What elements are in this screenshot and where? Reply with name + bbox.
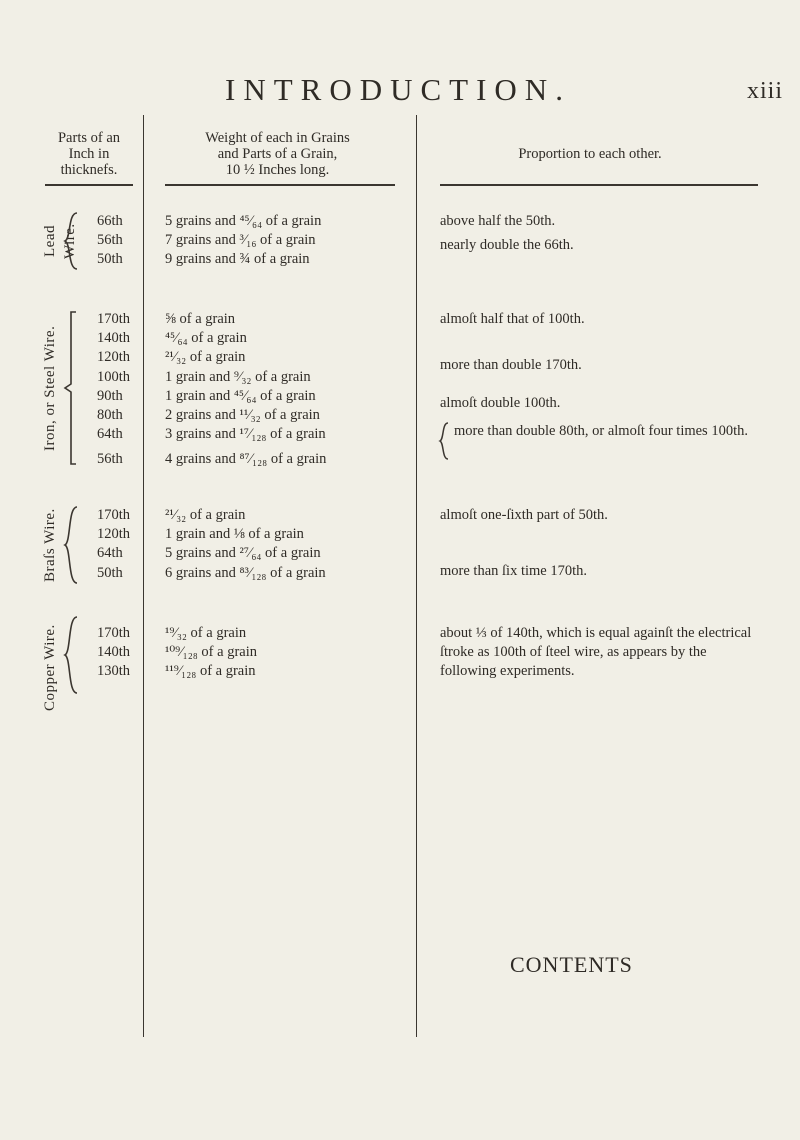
weight-item: 5 grains and ²⁷⁄₆₄ of a grain: [165, 545, 321, 562]
weight-list-iron-steel: [165, 310, 326, 470]
proportion-list-copper: [440, 624, 760, 714]
proportion-list-iron-steel: [440, 310, 760, 470]
header-rule-1: [45, 184, 133, 186]
proportion-note: more than ſix time 170th.: [440, 563, 587, 579]
proportion-note: more than double 170th.: [440, 357, 582, 373]
proportion-list-brass: [440, 506, 760, 586]
group-lead-wire: [40, 212, 150, 272]
weight-item: 1 grain and ⁹⁄₃₂ of a grain: [165, 368, 311, 385]
group-label-copper: Copper Wire.: [42, 624, 58, 712]
gauge-item: 66th: [97, 213, 123, 229]
gauge-list: [97, 310, 130, 470]
weight-item: ⅝ of a grain: [165, 311, 236, 327]
page-number: xiii: [747, 78, 784, 104]
weight-item: ¹⁹⁄₃₂ of a grain: [165, 625, 247, 641]
gauge-item: 50th: [97, 251, 123, 268]
proportion-note: above half the 50th.: [440, 213, 556, 229]
weight-list-brass: [165, 506, 326, 583]
gauge-item: 100th: [97, 368, 131, 385]
proportion-note: nearly double the 66th.: [440, 237, 574, 253]
weight-list-copper: [165, 624, 257, 682]
running-head: [0, 72, 800, 112]
header-rule-2: [165, 184, 395, 186]
weight-item: ²¹⁄₃₂ of a grain: [165, 349, 246, 366]
gauge-item: 170th: [97, 311, 131, 327]
weight-item: ¹¹⁹⁄₁₂₈ of a grain: [165, 663, 256, 680]
header-rule-3: [440, 184, 758, 186]
gauge-item: 64th: [97, 545, 123, 562]
proportion-note: almoſt double 100th.: [440, 395, 561, 411]
gauge-item: 50th: [97, 564, 123, 581]
proportion-list-lead: [440, 212, 760, 257]
gauge-list: [97, 624, 130, 682]
left-brace-icon: [62, 212, 80, 270]
gauge-item: 56th: [97, 451, 123, 468]
group-label-lead: Lead Wire.: [42, 223, 78, 259]
gauge-item: 140th: [97, 330, 131, 347]
left-brace-icon: [62, 616, 80, 694]
weight-item: ²¹⁄₃₂ of a grain: [165, 507, 246, 523]
left-brace-icon: [62, 310, 80, 466]
weight-item: 5 grains and ⁴⁵⁄₆₄ of a grain: [165, 213, 322, 229]
weight-item: 2 grains and ¹¹⁄₃₂ of a grain: [165, 406, 320, 423]
catchword: CONTENTS: [510, 952, 633, 977]
weight-item: ⁴⁵⁄₆₄ of a grain: [165, 330, 247, 347]
weight-item: ¹⁰⁹⁄₁₂₈ of a grain: [165, 644, 257, 661]
column-header-weight: Weight of each in Grains and Parts of a Grain, 10 ½ Inches long.: [205, 130, 350, 178]
group-label-iron-steel: Iron, or Steel Wire.: [42, 325, 58, 451]
group-label-brass: Braſs Wire.: [42, 508, 58, 582]
gauge-item: 170th: [97, 507, 131, 523]
left-brace-icon: [438, 422, 450, 460]
weight-item: 3 grains and ¹⁷⁄₁₂₈ of a grain: [165, 426, 326, 443]
gauge-item: 170th: [97, 625, 131, 641]
gauge-item: 120th: [97, 349, 131, 366]
weight-item: 1 grain and ⅛ of a grain: [165, 526, 304, 543]
proportion-note: more than double 80th, or almoſt four times 100th.: [454, 423, 748, 439]
proportion-note: almoſt half that of 100th.: [440, 311, 585, 327]
weight-list-lead: [165, 212, 321, 270]
gauge-item: 120th: [97, 526, 131, 543]
proportion-note: about ⅓ of 140th, which is equal againſt the electrical ſtroke as 100th of ſteel wire, as appears by the following experiments.: [440, 625, 752, 679]
group-iron-steel-wire: [40, 310, 150, 468]
column-divider-2: [416, 115, 417, 1037]
gauge-list: [97, 506, 130, 583]
group-copper-wire: [40, 624, 150, 712]
gauge-item: 140th: [97, 644, 131, 661]
gauge-item: 90th: [97, 387, 123, 404]
weight-item: 4 grains and ⁸⁷⁄₁₂₈ of a grain: [165, 451, 327, 468]
gauge-item: 130th: [97, 663, 131, 680]
left-brace-icon: [62, 506, 80, 584]
weight-item: 6 grains and ⁸³⁄₁₂₈ of a grain: [165, 564, 326, 581]
weight-item: 7 grains and ³⁄₁₆ of a grain: [165, 232, 316, 249]
weight-item: 9 grains and ¾ of a grain: [165, 251, 310, 268]
column-header-proportion: Proportion to each other.: [518, 146, 662, 162]
column-header-thickness: Parts of an Inch in thicknefs.: [57, 130, 120, 178]
gauge-item: 80th: [97, 406, 123, 423]
gauge-list: [97, 212, 123, 270]
proportion-note: almoſt one-ſixth part of 50th.: [440, 507, 608, 523]
weight-item: 1 grain and ⁴⁵⁄₆₄ of a grain: [165, 387, 316, 404]
running-title: INTRODUCTION.: [225, 72, 571, 107]
group-brass-wire: [40, 506, 150, 586]
gauge-item: 56th: [97, 232, 123, 249]
gauge-item: 64th: [97, 426, 123, 443]
